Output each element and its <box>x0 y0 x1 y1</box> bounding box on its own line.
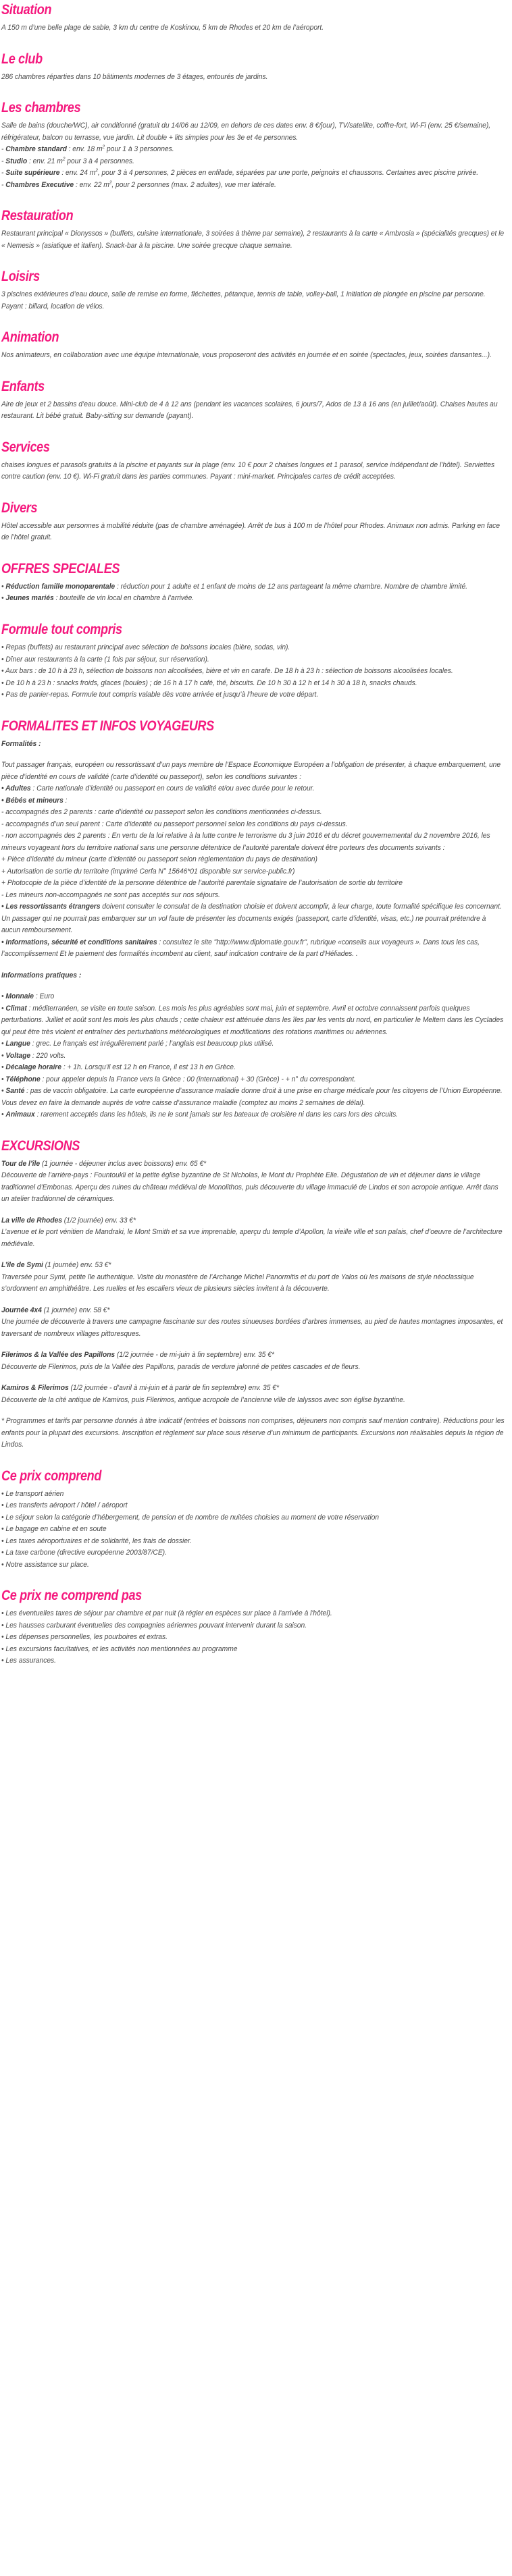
excursion-desc: Découverte de Filerimos, puis de la Vallée des Papillons, paradis de verdure jalonné de petites cascades et de fleurs. <box>1 1362 361 1371</box>
section-divers <box>1 501 508 544</box>
list-item: • Les excursions facultatives, et les activités non mentionnées au programme <box>1 1644 238 1653</box>
list-item: • Les hausses carburant éventuelles des compagnies aériennes pouvant intervenir durant la saison. <box>1 1621 307 1630</box>
chambre-rest-b: , pour 3 à 4 personnes, 2 pièces en enfilade, séparées par une porte, peignoirs et chaussons. Certaines avec piscine privée. <box>97 169 479 178</box>
sanitaires-rest: : consultez le site "http://www.diplomatie.gouv.fr", rubrique «conseils aux voyageurs ». Dans tous les cas, l’accomplissement Et le paiement des formalités incombent au client, sauf indication contraire de la part d’Héliades. . <box>1 938 480 959</box>
chambre-dash: - <box>1 180 6 189</box>
section-title-le-club: Le club <box>1 51 43 67</box>
excursion-item <box>1 1158 508 1206</box>
list-item <box>1 1038 506 1050</box>
excursion-name: L’île de Symi <box>1 1261 43 1270</box>
list-item: • Le séjour selon la catégorie d’hébergement, de pension et de nombre de nuitées choisies au moment de votre réservation <box>1 1513 379 1522</box>
pratique-label: Décalage horaire <box>5 1063 61 1072</box>
loisirs-text: 3 piscines extérieures d’eau douce, salle de remise en forme, fléchettes, pétanque, tennis de table, volley-ball, 1 initiation de plongée en piscine par personne. Payant : billard, location de vélos. <box>1 290 486 311</box>
excursion-name: Filerimos & la Vallée des Papillons <box>1 1351 116 1360</box>
excursion-desc: Traversée pour Symi, petite île authentique. Visite du monastère de l’Archange Michel Panormitis et du port de Yalos où les maisons de style néoclassique s’ordonnent en amphithéâtre. Les ruelles et les escaliers vieux de plusieurs siècles invitent à la découverte. <box>1 1272 474 1293</box>
excursion-desc: Une journée de découverte à travers une campagne fascinante sur des routes sinueuses bordées d’arbres immenses, au pied de hautes montagnes imposantes, et traversant de nombreux villages pittoresques. <box>1 1318 503 1338</box>
pratique-bullet: • <box>1 1110 6 1119</box>
spacer <box>1 1206 508 1215</box>
pratique-label: Voltage <box>5 1051 31 1060</box>
subhead-formalites: Formalités : <box>1 739 41 748</box>
excursion-meta: (1/2 journée) env. 33 €* <box>61 1216 136 1225</box>
chambre-dash: - <box>1 145 6 154</box>
excursion-meta: (1 journée) env. 53 €* <box>43 1261 111 1270</box>
pratique-label: Santé <box>5 1087 25 1096</box>
sanitaires-label: • Informations, sécurité et conditions sanitaires <box>1 938 157 946</box>
spacer <box>1 1295 508 1305</box>
spacer <box>1 1340 508 1349</box>
pratique-bullet: • <box>1 1004 6 1013</box>
excursion-name: Tour de l’île <box>1 1159 41 1168</box>
offre-rest: : réduction pour 1 adulte et 1 enfant de moins de 12 ans partageant la même chambre. Nombre de chambre limité. <box>115 582 467 591</box>
excursion-item <box>1 1349 508 1373</box>
excursion-name: La ville de Rhodes <box>1 1216 62 1225</box>
chambre-rest-b: pour 1 à 3 personnes. <box>105 145 174 154</box>
pratique-bullet: • <box>1 1063 6 1072</box>
subhead-informations-pratiques: Informations pratiques : <box>1 971 82 980</box>
excursion-item <box>1 1305 508 1341</box>
section-situation <box>1 3 508 34</box>
pratique-rest: : 220 volts. <box>30 1051 66 1060</box>
list-item: • Les taxes aéroportuaires et de solidarité, les frais de dossier. <box>1 1536 192 1545</box>
list-item <box>1 1109 506 1121</box>
chambre-dash: - <box>1 157 6 165</box>
list-item <box>1 581 506 593</box>
offre-bullet: • <box>1 582 6 591</box>
formalites-intro: Tout passager français, européen ou ressortissant d’un pays membre de l’Espace Economique Européen a l’obligation de présenter, à chaque embarquement, une pièce d’identité en cours de validité (carte d’identité ou passeport), selon les conditions suivantes : <box>1 761 501 781</box>
excursion-name: Journée 4x4 <box>1 1306 42 1314</box>
list-item <box>1 783 506 795</box>
chambre-label: Chambre standard <box>5 145 67 154</box>
spacer <box>1 982 508 991</box>
section-title-services: Services <box>1 439 50 455</box>
section-formalites-infos-voyageurs <box>1 719 508 1121</box>
list-item: • Le transport aérien <box>1 1489 64 1498</box>
list-item: + Pièce d’identité du mineur (carte d’identité ou passeport selon règlementation du pays de destination) <box>1 855 317 864</box>
adultes-rest: : Carte nationale d’identité ou passeport en cours de validité et/ou avec durée pour le retour. <box>30 784 315 793</box>
list-item <box>1 1062 506 1074</box>
list-item: • Les transferts aéroport / hôtel / aéroport <box>1 1501 128 1510</box>
list-item <box>1 144 506 156</box>
spacer <box>1 1250 508 1260</box>
excursion-desc: Découverte de la cité antique de Kamiros, puis Filerimos, antique acropole de l’ancienne ville de Ialyssos avec son église byzantine. <box>1 1395 405 1404</box>
spacer <box>1 1373 508 1383</box>
excursion-meta: (1 journée) env. 58 €* <box>41 1306 110 1314</box>
section-title-situation: Situation <box>1 2 52 18</box>
pratique-rest: : Euro <box>34 992 55 1001</box>
chambre-label: Suite supérieure <box>5 169 60 178</box>
list-item <box>1 180 506 192</box>
chambre-sup: 2 <box>102 144 105 150</box>
list-item: • Repas (buffets) au restaurant principal avec sélection de boissons locales (bière, sodas, vin). <box>1 643 290 652</box>
list-item <box>1 593 506 605</box>
bebes-rest: : <box>63 796 68 805</box>
pratique-label: Langue <box>5 1040 30 1048</box>
enfants-text: Aire de jeux et 2 bassins d’eau douce. Mini-club de 4 à 12 ans (pendant les vacances scolaires, 6 jours/7, Ados de 13 à 16 ans (en juillet/août). Chaises hautes au restaurant. Lit bébé gratuit. Baby-sitting sur demande (payant). <box>1 400 498 421</box>
divers-text: Hôtel accessible aux personnes à mobilité réduite (pas de chambre aménagée). Arrêt de bus à 100 m de l’hôtel pour Rhodes. Animaux non admis. Parking en face de l’hôtel gratuit. <box>1 521 500 542</box>
list-item <box>1 1074 506 1086</box>
chambre-rest-a: : env. 22 m <box>74 180 109 189</box>
restauration-text: Restaurant principal « Dionyssos » (buffets, cuisine internationale, 3 soirées à thème par semaine), 2 restaurants à la carte « Ambrosia » (spécialités grecques) et le « Nemesis » (asiatique et italien). Snack-bar à la piscine. Une soirée grecque chaque semaine. <box>1 230 505 250</box>
list-item: • Les assurances. <box>1 1657 57 1665</box>
excursion-heading <box>1 1215 506 1227</box>
etrangers-label: • Les ressortissants étrangers <box>1 903 101 911</box>
section-title-formalites: FORMALITES ET INFOS VOYAGEURS <box>1 718 214 734</box>
excursion-heading <box>1 1383 506 1395</box>
pratique-rest: : pas de vaccin obligatoire. La carte européenne d’assurance maladie donne droit à une prise en charge médicale pour les citoyens de l’Union Européenne. Vous devez en faire la demande auprès de votre caisse d’assurance maladie (comptez au moins 2 semaines de délai). <box>1 1087 503 1107</box>
spacer <box>1 961 508 970</box>
list-item: • Pas de panier-repas. Formule tout compris valable dès votre arrivée et jusqu’à l’heure de votre départ. <box>1 691 319 699</box>
services-text: chaises longues et parasols gratuits à la piscine et payants sur la plage (env. 10 € pour 2 chaises longues et 1 parasol, service indépendant de l’hôtel). Serviettes contre caution (env. 10 €). Wi-Fi gratuit dans les parties communes. Payant : mini-market. Principales cartes de crédit acceptées. <box>1 460 495 481</box>
pratique-label: Climat <box>5 1004 27 1013</box>
list-item: • Dîner aux restaurants à la carte (1 fois par séjour, sur réservation). <box>1 655 209 664</box>
section-les-chambres <box>1 101 508 191</box>
section-title-animation: Animation <box>1 329 59 346</box>
list-item: • La taxe carbone (directive européenne 2003/87/CE). <box>1 1549 167 1557</box>
list-item <box>1 901 506 937</box>
section-ce-prix-ne-comprend-pas <box>1 1588 508 1667</box>
section-title-offres-speciales: OFFRES SPECIALES <box>1 560 120 576</box>
list-item <box>1 1003 506 1039</box>
pratique-bullet: • <box>1 1087 6 1096</box>
list-item <box>1 156 506 168</box>
list-item: + Autorisation de sortie du territoire (imprimé Cerfa N° 15646*01 disponible sur service-public.fr) <box>1 867 295 876</box>
list-item: - Les mineurs non-accompagnés ne sont pas acceptés sur nos séjours. <box>1 890 220 899</box>
etrangers-rest: doivent consulter le consulat de la destination choisie et doivent accomplir, à leur charge, toute formalité spécifique les concernant. Un passager qui ne pourrait pas embarquer sur un vol faute de présenter les documents exigés (passeport, carte d’identité, visas, etc.) ne pourrait prétendre à aucun remboursement. <box>1 903 502 935</box>
list-item: • Aux bars : de 10 h à 23 h, sélection de boissons non alcoolisées, bière et vin en carafe. De 18 h à 23 h : sélection de boissons alcoolisées locales. <box>1 667 453 676</box>
pratique-label: Animaux <box>5 1110 35 1119</box>
chambre-rest-a: : env. 24 m <box>59 169 96 178</box>
list-item: • Notre assistance sur place. <box>1 1560 89 1569</box>
excursion-item <box>1 1215 508 1251</box>
list-item <box>1 937 506 961</box>
section-title-enfants: Enfants <box>1 378 45 394</box>
pratique-rest: : grec. Le français est irrégulièrement parlé ; l’anglais est beaucoup plus utilisé. <box>30 1040 274 1048</box>
excursion-heading <box>1 1349 506 1362</box>
chambre-rest-b: , pour 2 personnes (max. 2 adultes), vue mer latérale. <box>111 180 276 189</box>
pratique-bullet: • <box>1 1040 6 1048</box>
list-item <box>1 795 506 807</box>
excursion-item <box>1 1383 508 1406</box>
list-item: • Les dépenses personnelles, les pourboires et extras. <box>1 1633 168 1642</box>
offre-label: Jeunes mariés <box>5 594 54 603</box>
section-animation <box>1 330 508 362</box>
section-title-ce-prix-comprend: Ce prix comprend <box>1 1468 102 1484</box>
excursion-name: Kamiros & Filerimos <box>1 1384 69 1393</box>
adultes-label: • Adultes <box>1 784 31 793</box>
section-restauration <box>1 209 508 252</box>
excursion-desc: Découverte de l’arrière-pays : Fountoukli et la petite église byzantine de St Nicholas, le Mont du Prophète Elie. Dégustation de vin et déjeuner dans le village traditionnel d’Embonas. Aperçu des ruines du château médiéval de Monolithos, puis découverte du village immaculé de Lindos et son acropole antique. Arrêt dans un atelier traditionnel de céramiques. <box>1 1171 498 1204</box>
pratique-rest: : + 1h. Lorsqu’il est 12 h en France, il est 13 h en Grèce. <box>61 1063 236 1072</box>
section-title-excursions: EXCURSIONS <box>1 1137 80 1154</box>
spacer <box>1 1406 508 1416</box>
section-excursions <box>1 1139 508 1451</box>
excursion-meta: (1/2 journée - de mi-juin à fin septembre) env. 35 €* <box>115 1351 274 1360</box>
section-loisirs <box>1 269 508 313</box>
section-title-divers: Divers <box>1 500 38 516</box>
excursion-desc: L’avenue et le port vénitien de Mandraki, le Mont Smith et sa vue imprenable, aperçu du temple d’Apollon, la vieille ville et son palais, chef d’oeuvre de l’architecture médiévale. <box>1 1228 503 1248</box>
animation-text: Nos animateurs, en collaboration avec une équipe internationale, vous proposeront des activités en journée et en soirée (spectacles, jeux, soirées dansantes...). <box>1 351 492 360</box>
section-services <box>1 440 508 483</box>
situation-text: A 150 m d’une belle plage de sable, 3 km du centre de Koskinou, 5 km de Rhodes et 20 km de l’aéroport. <box>1 24 324 32</box>
pratique-bullet: • <box>1 992 6 1001</box>
chambre-label: Studio <box>5 157 28 165</box>
chambres-list <box>1 144 508 191</box>
chambre-rest-b: pour 3 à 4 personnes. <box>65 157 134 165</box>
section-title-formule-tout-compris: Formule tout compris <box>1 621 122 637</box>
offre-bullet: • <box>1 594 6 603</box>
excursion-meta: (1 journée - déjeuner inclus avec boissons) env. 65 €* <box>40 1159 207 1168</box>
list-item: • Le bagage en cabine et en soute <box>1 1525 107 1534</box>
excursion-heading <box>1 1260 506 1272</box>
section-title-loisirs: Loisirs <box>1 269 40 285</box>
pratique-label: Monnaie <box>5 992 34 1001</box>
section-offres-speciales <box>1 562 508 605</box>
chambre-sup: 2 <box>109 180 112 185</box>
chambre-sup: 2 <box>62 156 66 161</box>
list-item <box>1 1085 506 1109</box>
pratique-label: Téléphone <box>5 1075 41 1083</box>
chambre-dash: - <box>1 169 6 178</box>
list-item <box>1 991 506 1003</box>
list-item <box>1 1050 506 1063</box>
pratique-bullet: • <box>1 1075 6 1083</box>
list-item: - accompagnés d’un seul parent : Carte d’identité ou passeport personnel selon les conditions du pays ci-dessus. <box>1 820 348 828</box>
pratique-rest: : pour appeler depuis la France vers la Grèce : 00 (international) + 30 (Grèce) - + n° du correspondant. <box>40 1075 356 1083</box>
chambre-rest-a: : env. 18 m <box>66 145 103 154</box>
pratique-rest: : méditerranéen, se visite en toute saison. Les mois les plus agréables sont mai, juin et septembre. Avril et octobre connaissent parfois quelques perturbations. Juillet et août sont les mois les plus chauds ; cette chaleur est atténuée dans les îles par les vents du nord, en particulier le Meltem dans les Cyclades qui peut être très violent et entraîner des perturbations météorologiques et modifications des rotations maritimes ou aériennes. <box>1 1004 504 1036</box>
spacer <box>1 750 508 759</box>
section-title-ce-prix-ne-comprend-pas: Ce prix ne comprend pas <box>1 1588 142 1604</box>
excursion-heading <box>1 1305 506 1317</box>
section-ce-prix-comprend <box>1 1469 508 1572</box>
pratique-bullet: • <box>1 1051 6 1060</box>
list-item: - accompagnés des 2 parents : carte d’identité ou passeport selon les conditions mentionnées ci-dessus. <box>1 808 322 817</box>
list-item <box>1 167 506 180</box>
excursion-heading <box>1 1158 506 1171</box>
chambre-label: Chambres Executive <box>5 180 74 189</box>
pratique-rest: : rarement acceptés dans les hôtels, ils ne le sont jamais sur les bateaux de croisière ni dans les cars lors des circuits. <box>34 1110 399 1119</box>
chambres-intro: Salle de bains (douche/WC), air conditionné (gratuit du 14/06 au 12/09, en dehors de ces dates env. 8 €/jour), TV/satellite, coffre-fort, Wi-Fi (env. 25 €/semaine), réfrigérateur, balcon ou terrasse, vue jardin. Lit double + lits simples pour les 3e et 4e personnes. <box>1 122 491 142</box>
offre-rest: : bouteille de vin local en chambre à l’arrivée. <box>53 594 195 603</box>
section-formule-tout-compris <box>1 622 508 701</box>
section-title-les-chambres: Les chambres <box>1 100 81 116</box>
excursion-item <box>1 1260 508 1295</box>
offre-label: Réduction famille monoparentale <box>5 582 116 591</box>
section-title-restauration: Restauration <box>1 208 74 224</box>
list-item: • Les éventuelles taxes de séjour par chambre et par nuit (à régler en espèces sur place à l'arrivée à l'hôtel). <box>1 1609 332 1618</box>
section-enfants <box>1 379 508 423</box>
excursions-footnote: * Programmes et tarifs par personne donnés à titre indicatif (entrées et boissons non comprises, déjeuners non compris sauf mention contraire). Réductions pour les enfants pour la plupart des excursions. Inscription et règlement sur place sous réserve d’un minimum de participants. Excursions non réalisables depuis la région de Lindos. <box>1 1417 505 1449</box>
excursion-meta: (1/2 journée - d’avril à mi-juin et à partir de fin septembre) env. 35 €* <box>68 1384 279 1393</box>
chambre-rest-a: : env. 21 m <box>27 157 63 165</box>
section-le-club <box>1 52 508 84</box>
club-text: 286 chambres réparties dans 10 bâtiments modernes de 3 étages, entourés de jardins. <box>1 72 268 81</box>
list-item: - non accompagnés des 2 parents : En vertu de la loi relative à la lutte contre le terrorisme du 3 juin 2016 et du décret gouvernemental du 2 novembre 2016, les mineurs voyageant hors du territoire national sans une personne détentrice de l’autorité parentale doivent être porteurs des documents suivants : <box>1 832 490 852</box>
bebes-label: • Bébés et mineurs <box>1 796 63 805</box>
chambre-sup: 2 <box>95 168 98 173</box>
list-item: + Photocopie de la pièce d’identité de la personne détentrice de l’autorité parentale signataire de l’autorisation de sortie du territoire <box>1 879 403 888</box>
list-item: • De 10 h à 23 h : snacks froids, glaces (boules) ; de 16 h à 17 h café, thé, biscuits. De 10 h 30 à 12 h et 14 h 30 à 18 h, snacks chauds. <box>1 678 417 687</box>
